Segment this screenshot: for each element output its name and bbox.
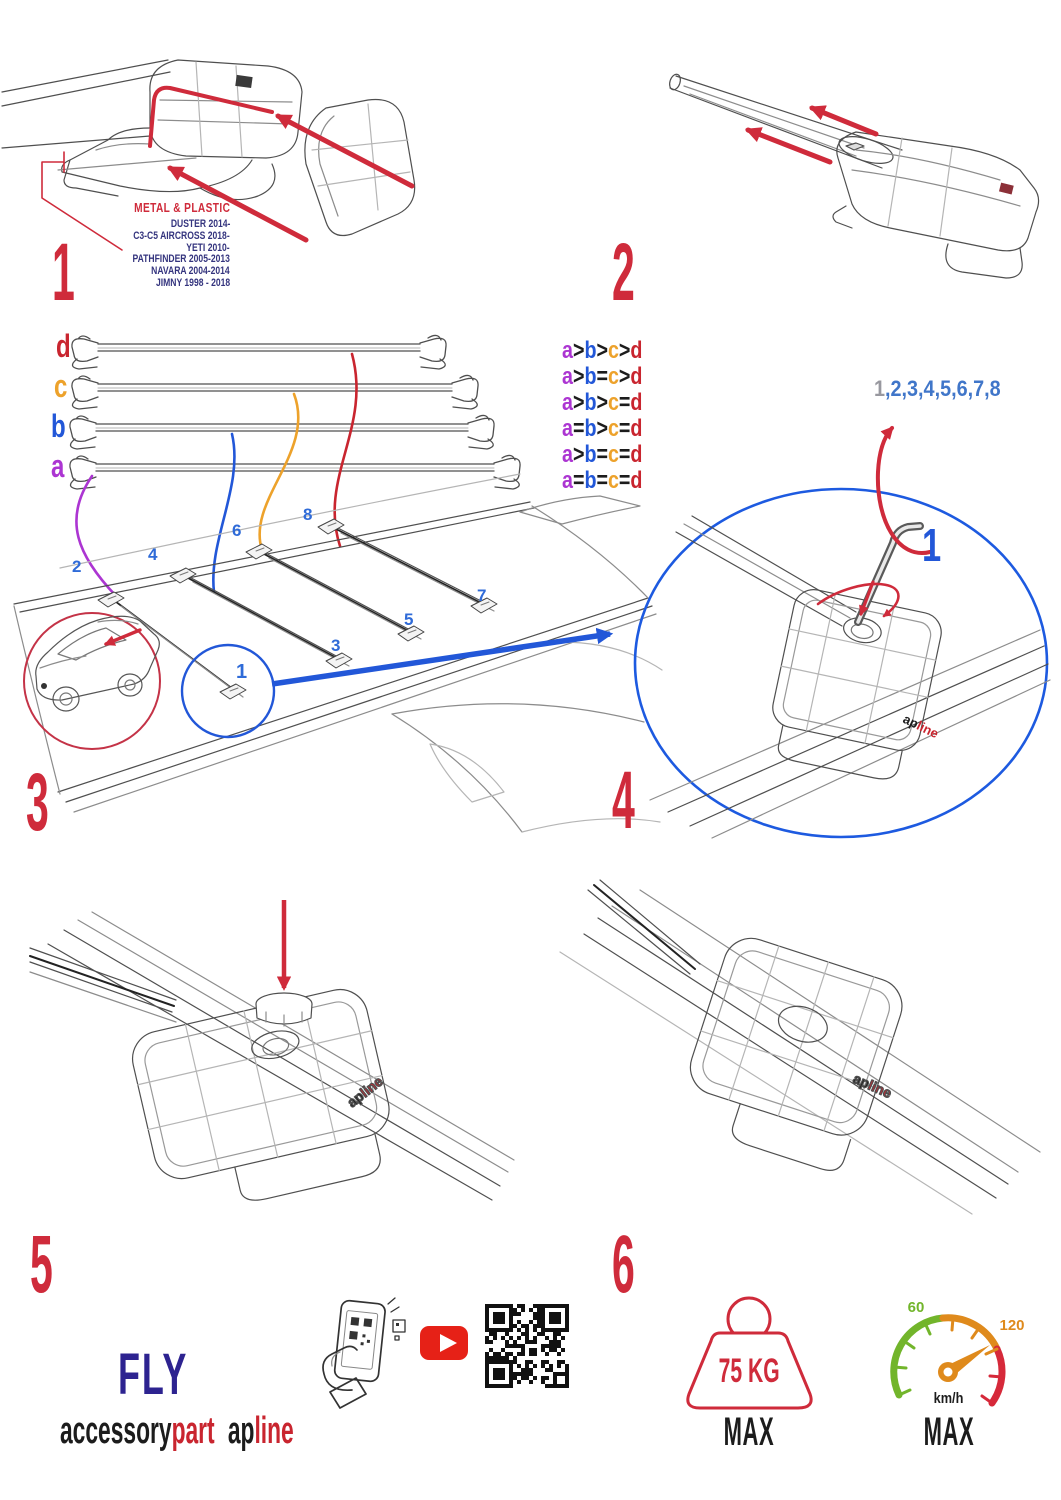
maker-black: accessory: [60, 1410, 172, 1452]
clamp-logo: apline: [850, 1070, 895, 1102]
max-load-value: 75 KG: [718, 1352, 780, 1390]
comparison-row: a>b=c>d: [562, 363, 643, 390]
bar-label-d: d: [56, 328, 71, 364]
max-speed-label: MAX: [923, 1410, 975, 1454]
crossbar-set: [70, 335, 520, 489]
step-number-6: 6: [612, 1219, 635, 1310]
comparison-row: a>b=c=d: [562, 441, 643, 468]
roof-position-numbers: [72, 505, 486, 683]
section-divider: [0, 322, 1061, 326]
qr-code: [485, 1304, 569, 1388]
step6-illustration: [560, 880, 1040, 1214]
step5-illustration: [30, 912, 514, 1221]
svg-text:1: 1: [236, 661, 248, 683]
step-number-5: 5: [30, 1219, 53, 1310]
comparison-row: a>b>c>d: [562, 337, 643, 364]
tightening-sequence: [874, 376, 1015, 402]
step-number-4: 4: [612, 755, 635, 846]
max-load-label: MAX: [723, 1410, 775, 1454]
phone-scan-icon: [323, 1298, 405, 1408]
clamp-logo: apline: [900, 711, 942, 742]
product-model-name: FLY: [118, 1342, 189, 1407]
brand-wordmark: [60, 1412, 450, 1450]
svg-text:3: 3: [331, 636, 341, 655]
speed-unit: km/h: [934, 1390, 964, 1407]
comparison-row: a=b=c=d: [562, 467, 643, 494]
bar-label-c: c: [54, 368, 68, 404]
vehicle-model: NAVARA 2004-2014: [151, 265, 230, 278]
step-number-1: 1: [52, 227, 75, 318]
section-divider: [0, 867, 1061, 871]
bar-label-a: a: [51, 448, 65, 484]
vehicle-model: PATHFINDER 2005-2013: [132, 253, 230, 266]
bar-label-b: b: [51, 408, 66, 444]
cover-cap-icon: [256, 993, 312, 1026]
sequence-first: 1: [874, 376, 886, 401]
vehicle-model: DUSTER 2014-: [170, 218, 230, 230]
svg-text:7: 7: [477, 586, 487, 605]
step-number-3: 3: [26, 757, 49, 848]
svg-text:120: 120: [999, 1317, 1025, 1334]
name-red: line: [254, 1410, 294, 1452]
step2-illustration: [668, 73, 1039, 278]
compatibility-list: [18, 200, 230, 290]
vehicle-model: C3-C5 AIRCROSS 2018-: [133, 229, 230, 242]
vehicle-model: YETI 2010-: [186, 241, 230, 254]
svg-text:4: 4: [148, 545, 158, 564]
name-black: ap: [227, 1410, 255, 1452]
svg-text:6: 6: [232, 521, 242, 540]
step-number-2: 2: [612, 227, 635, 318]
maker-red: part: [171, 1410, 215, 1452]
svg-text:5: 5: [404, 610, 414, 629]
clamp-logo: apline: [343, 1072, 386, 1111]
allen-key-icon: [858, 526, 920, 622]
bar-to-roof-curves: [76, 354, 356, 596]
svg-text:8: 8: [303, 505, 313, 524]
comparison-row: a>b>c=d: [562, 389, 643, 416]
detail-callout-number: 1: [922, 519, 942, 571]
material-label: METAL & PLASTIC: [133, 200, 230, 215]
comparison-row: a=b>c=d: [562, 415, 643, 442]
car-inset-icon: [24, 613, 160, 749]
speedometer-icon: [894, 1299, 1025, 1403]
youtube-icon: [420, 1326, 468, 1360]
step4-detail: [635, 428, 1050, 838]
vehicle-model: JIMNY 1998 - 2018: [155, 276, 230, 289]
sequence-rest: ,2,3,4,5,6,7,8: [885, 376, 1001, 401]
svg-text:60: 60: [907, 1299, 925, 1316]
svg-text:2: 2: [72, 557, 82, 576]
comparison-list: [562, 338, 660, 494]
